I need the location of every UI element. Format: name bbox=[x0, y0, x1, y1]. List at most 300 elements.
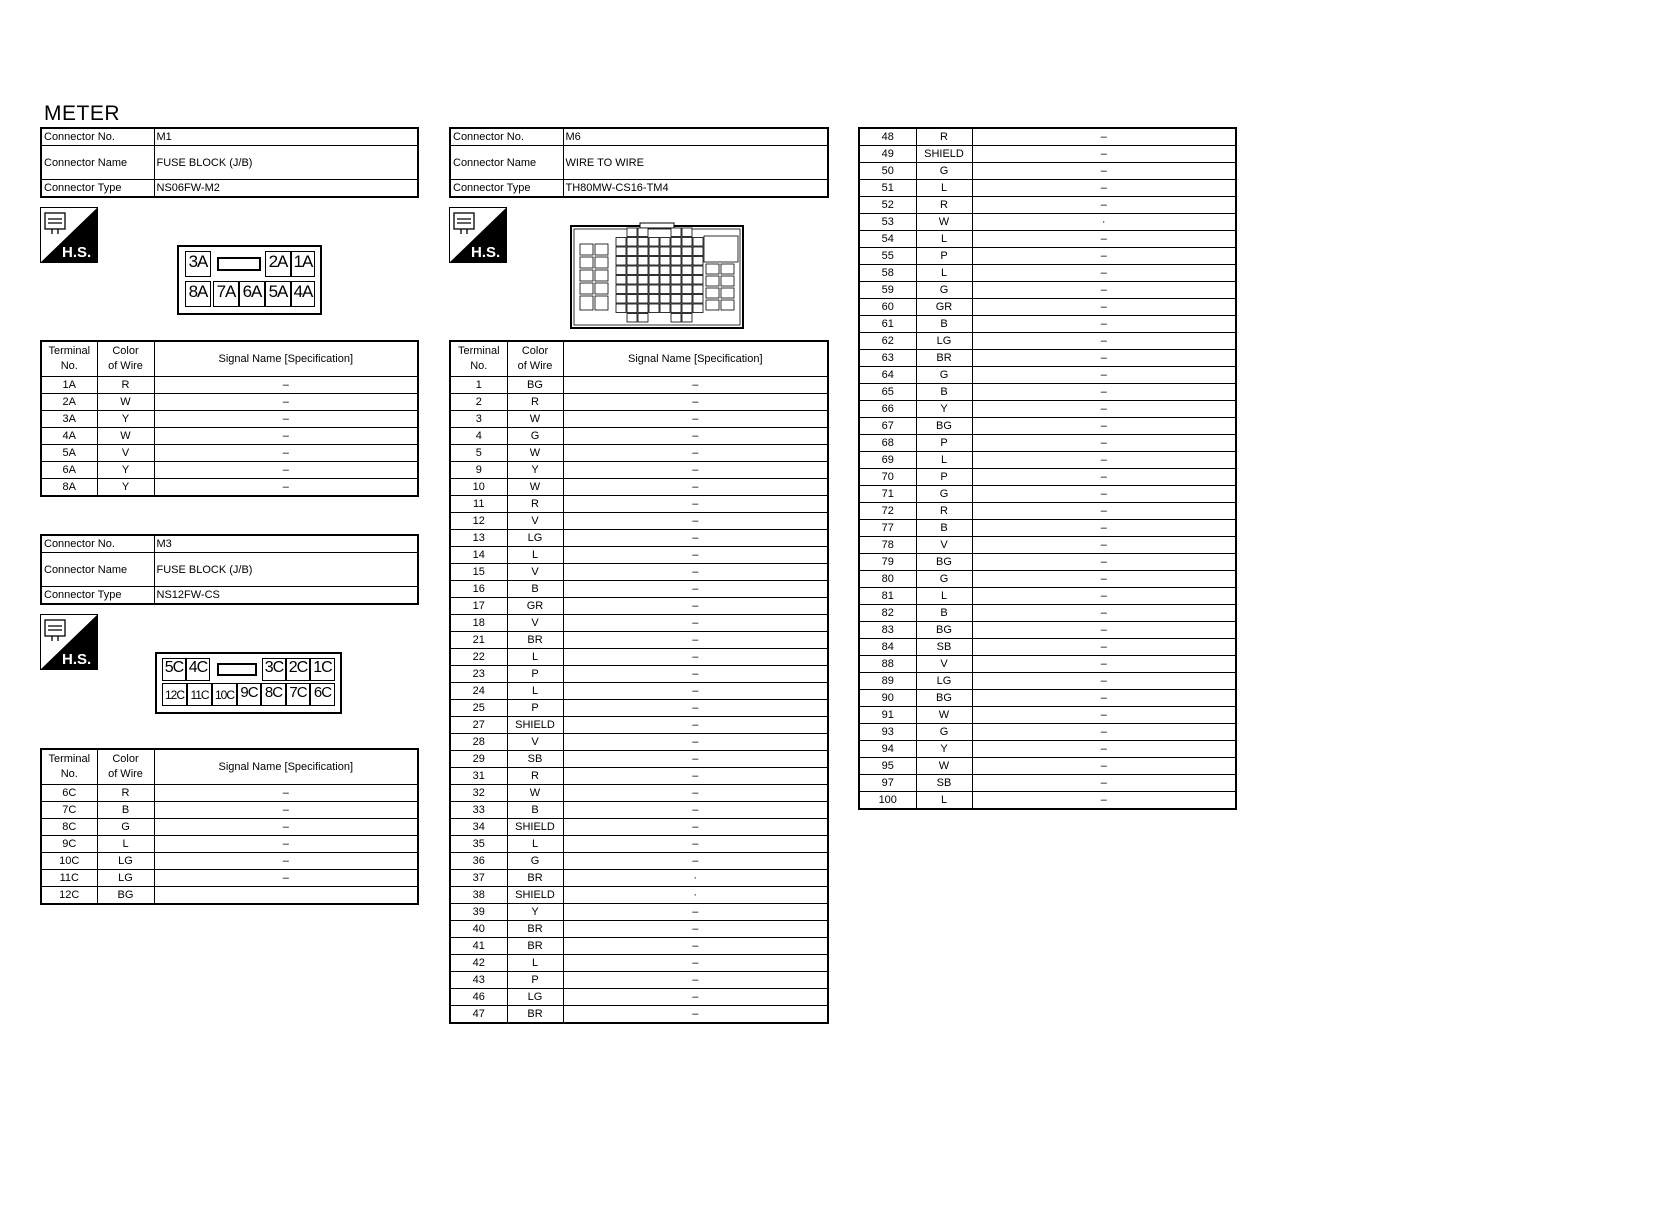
terminal-no-cell: 17 bbox=[450, 598, 507, 615]
signal-name-cell: – bbox=[154, 445, 418, 462]
signal-header: Signal Name [Specification] bbox=[563, 341, 828, 377]
table-row bbox=[859, 537, 1236, 554]
m6-cavity bbox=[682, 285, 692, 294]
wire-color-cell: L bbox=[916, 588, 972, 605]
table-row bbox=[859, 571, 1236, 588]
table-row bbox=[450, 479, 828, 496]
wire-color-cell: SHIELD bbox=[507, 717, 563, 734]
signal-name-cell: – bbox=[972, 673, 1236, 690]
terminal-no-cell: 31 bbox=[450, 768, 507, 785]
terminal-no-cell: 43 bbox=[450, 972, 507, 989]
table-row bbox=[859, 128, 1236, 146]
wire-color-cell: B bbox=[507, 581, 563, 598]
m6-cavity bbox=[693, 304, 703, 313]
m6-cavity bbox=[649, 295, 659, 304]
signal-name-cell: – bbox=[972, 316, 1236, 333]
m6-cavity bbox=[649, 247, 659, 256]
m6-cavity bbox=[595, 283, 608, 294]
wire-color-cell: LG bbox=[507, 530, 563, 547]
signal-name-cell: – bbox=[972, 333, 1236, 350]
m6-cavity bbox=[649, 238, 659, 247]
terminal-no-cell: 11 bbox=[450, 496, 507, 513]
color-header: Color of Wire bbox=[97, 341, 154, 377]
m6-cavity bbox=[671, 238, 681, 247]
terminal-header: Terminal No. bbox=[450, 341, 507, 377]
m3-cavity: 8C bbox=[261, 683, 286, 706]
signal-name-cell: – bbox=[972, 486, 1236, 503]
wire-color-cell: L bbox=[507, 836, 563, 853]
signal-name-cell: – bbox=[972, 724, 1236, 741]
terminal-no-cell: 70 bbox=[859, 469, 916, 486]
signal-name-cell: – bbox=[154, 819, 418, 836]
signal-name-cell: – bbox=[972, 435, 1236, 452]
m6-cavity bbox=[704, 236, 738, 262]
table-row bbox=[450, 785, 828, 802]
m6-cavity bbox=[671, 247, 681, 256]
table-row bbox=[859, 622, 1236, 639]
signal-name-cell: – bbox=[563, 530, 828, 547]
signal-name-cell: – bbox=[563, 802, 828, 819]
wire-color-cell: B bbox=[916, 384, 972, 401]
signal-name-cell: – bbox=[154, 853, 418, 870]
table-row bbox=[859, 180, 1236, 197]
signal-name-cell: – bbox=[972, 571, 1236, 588]
m1-cavity: 3A bbox=[185, 251, 211, 277]
signal-name-cell: – bbox=[563, 972, 828, 989]
wire-color-cell: LG bbox=[916, 333, 972, 350]
signal-name-cell: – bbox=[972, 146, 1236, 163]
table-row bbox=[450, 938, 828, 955]
m6-cavity bbox=[693, 247, 703, 256]
m3-connector-face bbox=[155, 652, 342, 714]
signal-name-cell: – bbox=[972, 384, 1236, 401]
terminal-no-cell: 22 bbox=[450, 649, 507, 666]
m6-cavity bbox=[616, 238, 626, 247]
m6-cavity bbox=[682, 276, 692, 285]
signal-name-cell: – bbox=[972, 418, 1236, 435]
m6-cavity bbox=[693, 285, 703, 294]
wire-color-cell: R bbox=[916, 128, 972, 146]
table-row bbox=[859, 775, 1236, 792]
signal-name-cell: – bbox=[563, 496, 828, 513]
m6-cavity bbox=[682, 257, 692, 266]
signal-name-cell: – bbox=[154, 785, 418, 802]
terminal-no-cell: 40 bbox=[450, 921, 507, 938]
m6-cavity bbox=[627, 228, 637, 237]
m6-cavity bbox=[682, 295, 692, 304]
wire-color-cell: LG bbox=[507, 989, 563, 1006]
table-row bbox=[41, 411, 418, 428]
wire-color-cell: BR bbox=[916, 350, 972, 367]
wire-color-cell: G bbox=[916, 367, 972, 384]
m6-cavity bbox=[580, 244, 593, 255]
wire-color-cell: W bbox=[507, 411, 563, 428]
m6-cavity bbox=[706, 264, 719, 274]
terminal-no-cell: 90 bbox=[859, 690, 916, 707]
terminal-no-cell: 63 bbox=[859, 350, 916, 367]
signal-name-cell: · bbox=[563, 870, 828, 887]
wire-color-cell: SB bbox=[507, 751, 563, 768]
terminal-no-cell: 42 bbox=[450, 955, 507, 972]
m3-connector-type-label: Connector Type bbox=[41, 587, 154, 605]
wire-color-cell: P bbox=[916, 435, 972, 452]
wire-color-cell: SHIELD bbox=[507, 819, 563, 836]
table-row bbox=[450, 513, 828, 530]
m6-cavity bbox=[627, 257, 637, 266]
terminal-header: Terminal No. bbox=[41, 341, 97, 377]
table-row bbox=[450, 887, 828, 904]
table-row bbox=[41, 462, 418, 479]
m6-cavity bbox=[671, 276, 681, 285]
terminal-no-cell: 53 bbox=[859, 214, 916, 231]
m6-cavity bbox=[638, 295, 648, 304]
terminal-no-cell: 48 bbox=[859, 128, 916, 146]
signal-name-cell: – bbox=[563, 751, 828, 768]
terminal-no-cell: 51 bbox=[859, 180, 916, 197]
terminal-no-cell: 21 bbox=[450, 632, 507, 649]
signal-name-cell: – bbox=[972, 554, 1236, 571]
wire-color-cell: W bbox=[916, 214, 972, 231]
wire-color-cell: L bbox=[916, 231, 972, 248]
terminal-no-cell: 39 bbox=[450, 904, 507, 921]
terminal-no-cell: 66 bbox=[859, 401, 916, 418]
table-row bbox=[859, 554, 1236, 571]
m6-connector-type-label: Connector Type bbox=[450, 180, 563, 198]
m6-cavity bbox=[627, 295, 637, 304]
signal-name-cell: – bbox=[563, 377, 828, 394]
m6-cavity bbox=[660, 295, 670, 304]
terminal-no-cell: 29 bbox=[450, 751, 507, 768]
wire-color-cell: BR bbox=[507, 870, 563, 887]
terminal-no-cell: 24 bbox=[450, 683, 507, 700]
m3-cavity: 9C bbox=[237, 683, 261, 706]
m1-cavity: 4A bbox=[291, 281, 315, 307]
m6-cavity bbox=[649, 266, 659, 275]
wire-color-cell: R bbox=[916, 503, 972, 520]
m6-cavity bbox=[660, 257, 670, 266]
terminal-no-cell: 52 bbox=[859, 197, 916, 214]
terminal-no-cell: 64 bbox=[859, 367, 916, 384]
table-row bbox=[859, 503, 1236, 520]
terminal-no-cell: 97 bbox=[859, 775, 916, 792]
wire-color-cell: G bbox=[916, 486, 972, 503]
table-row bbox=[450, 972, 828, 989]
terminal-no-cell: 72 bbox=[859, 503, 916, 520]
signal-name-cell: · bbox=[563, 887, 828, 904]
table-row bbox=[450, 955, 828, 972]
m6-connector-face bbox=[570, 222, 744, 330]
table-row bbox=[450, 734, 828, 751]
m6-cavity bbox=[627, 304, 637, 313]
terminal-no-cell: 34 bbox=[450, 819, 507, 836]
m6-cavity bbox=[671, 295, 681, 304]
terminal-no-cell: 71 bbox=[859, 486, 916, 503]
signal-name-cell: – bbox=[563, 615, 828, 632]
signal-name-cell: – bbox=[972, 656, 1236, 673]
terminal-no-cell: 35 bbox=[450, 836, 507, 853]
m6-cavity bbox=[660, 285, 670, 294]
m6-cavity bbox=[706, 300, 719, 310]
signal-name-cell: – bbox=[563, 734, 828, 751]
signal-name-cell: – bbox=[563, 581, 828, 598]
wire-color-cell: P bbox=[507, 666, 563, 683]
signal-name-cell: – bbox=[563, 938, 828, 955]
terminal-no-cell: 58 bbox=[859, 265, 916, 282]
m1-cavity: 1A bbox=[291, 251, 315, 277]
wire-color-cell: L bbox=[916, 180, 972, 197]
wire-color-cell: L bbox=[507, 649, 563, 666]
signal-name-cell: – bbox=[972, 231, 1236, 248]
terminal-no-cell: 94 bbox=[859, 741, 916, 758]
m6-cavity bbox=[580, 296, 593, 310]
wire-color-cell: W bbox=[97, 394, 154, 411]
m6-cavity bbox=[627, 314, 637, 323]
signal-name-cell: – bbox=[154, 870, 418, 887]
signal-name-cell: – bbox=[563, 717, 828, 734]
wire-color-cell: P bbox=[507, 972, 563, 989]
terminal-no-cell: 4 bbox=[450, 428, 507, 445]
terminal-no-cell: 6C bbox=[41, 785, 97, 802]
signal-name-cell: – bbox=[563, 785, 828, 802]
m6-cavity bbox=[660, 247, 670, 256]
table-row bbox=[41, 802, 418, 819]
signal-name-cell: – bbox=[563, 853, 828, 870]
terminal-no-cell: 83 bbox=[859, 622, 916, 639]
wire-color-cell: BG bbox=[916, 554, 972, 571]
terminal-no-cell: 47 bbox=[450, 1006, 507, 1024]
terminal-no-cell: 67 bbox=[859, 418, 916, 435]
signal-name-cell: – bbox=[563, 955, 828, 972]
wire-color-cell: P bbox=[507, 700, 563, 717]
wire-color-cell: BG bbox=[916, 418, 972, 435]
terminal-no-cell: 33 bbox=[450, 802, 507, 819]
svg-text:H.S.: H.S. bbox=[62, 244, 92, 261]
terminal-no-cell: 18 bbox=[450, 615, 507, 632]
terminal-no-cell: 2 bbox=[450, 394, 507, 411]
wire-color-cell: R bbox=[507, 768, 563, 785]
signal-name-cell: – bbox=[972, 128, 1236, 146]
table-row bbox=[859, 707, 1236, 724]
signal-name-cell: – bbox=[563, 411, 828, 428]
terminal-no-cell: 80 bbox=[859, 571, 916, 588]
wire-color-cell: V bbox=[507, 615, 563, 632]
terminal-no-cell: 8C bbox=[41, 819, 97, 836]
terminal-no-cell: 59 bbox=[859, 282, 916, 299]
signal-name-cell: – bbox=[563, 700, 828, 717]
table-row bbox=[859, 469, 1236, 486]
m3-cavity: 4C bbox=[186, 658, 210, 681]
signal-name-cell: – bbox=[563, 547, 828, 564]
m6-cavity bbox=[649, 276, 659, 285]
wire-color-cell: BG bbox=[97, 887, 154, 905]
signal-name-cell: – bbox=[563, 921, 828, 938]
m6-cavity bbox=[580, 283, 593, 294]
wire-color-cell: W bbox=[916, 758, 972, 775]
m3-cavity: 1C bbox=[310, 658, 335, 681]
signal-name-cell: – bbox=[563, 1006, 828, 1024]
m6-cavity bbox=[721, 276, 734, 286]
signal-name-cell: – bbox=[972, 588, 1236, 605]
signal-name-cell: – bbox=[154, 394, 418, 411]
signal-name-cell: – bbox=[563, 479, 828, 496]
wire-color-cell: G bbox=[507, 428, 563, 445]
m6-cavity bbox=[671, 285, 681, 294]
table-row bbox=[859, 316, 1236, 333]
terminal-no-cell: 2A bbox=[41, 394, 97, 411]
m6-cavity bbox=[693, 257, 703, 266]
table-row bbox=[450, 530, 828, 547]
signal-name-cell: – bbox=[972, 265, 1236, 282]
table-row bbox=[859, 333, 1236, 350]
wire-color-cell: W bbox=[507, 479, 563, 496]
wire-color-cell: Y bbox=[507, 904, 563, 921]
terminal-no-cell: 68 bbox=[859, 435, 916, 452]
terminal-no-cell: 3A bbox=[41, 411, 97, 428]
table-row bbox=[450, 989, 828, 1006]
signal-name-cell: – bbox=[972, 622, 1236, 639]
terminal-no-cell: 46 bbox=[450, 989, 507, 1006]
m6-connector-type: TH80MW-CS16-TM4 bbox=[563, 180, 828, 198]
m3-cavity: 12C bbox=[162, 683, 187, 706]
table-row bbox=[859, 741, 1236, 758]
m6-connector-no: M6 bbox=[563, 128, 828, 146]
m6-cavity bbox=[595, 296, 608, 310]
signal-name-cell: – bbox=[154, 836, 418, 853]
wire-color-cell: W bbox=[507, 785, 563, 802]
wire-color-cell: P bbox=[916, 248, 972, 265]
m6-cavity bbox=[638, 266, 648, 275]
wire-color-cell: P bbox=[916, 469, 972, 486]
m6-cavity bbox=[627, 266, 637, 275]
m6-cavity bbox=[706, 288, 719, 298]
m3-latch bbox=[217, 663, 257, 676]
terminal-no-cell: 88 bbox=[859, 656, 916, 673]
table-row bbox=[859, 265, 1236, 282]
table-row bbox=[450, 819, 828, 836]
m3-terminal-table bbox=[40, 748, 419, 905]
m6-cavity bbox=[671, 228, 681, 237]
svg-text:H.S.: H.S. bbox=[471, 244, 501, 261]
hs-connector-icon bbox=[40, 614, 98, 670]
wire-color-cell: R bbox=[507, 394, 563, 411]
m6-cavity bbox=[580, 270, 593, 281]
terminal-no-cell: 77 bbox=[859, 520, 916, 537]
wire-color-cell: SHIELD bbox=[507, 887, 563, 904]
signal-name-cell: – bbox=[563, 513, 828, 530]
m3-connector-type: NS12FW-CS bbox=[154, 587, 418, 605]
table-row bbox=[859, 656, 1236, 673]
wire-color-cell: GR bbox=[916, 299, 972, 316]
wire-color-cell: BG bbox=[507, 377, 563, 394]
table-row bbox=[859, 214, 1236, 231]
signal-name-cell: – bbox=[563, 649, 828, 666]
m6-terminal-table-continued bbox=[858, 127, 1237, 810]
table-row bbox=[41, 785, 418, 802]
terminal-no-cell: 81 bbox=[859, 588, 916, 605]
table-row bbox=[450, 751, 828, 768]
terminal-no-cell: 1A bbox=[41, 377, 97, 394]
table-row bbox=[450, 428, 828, 445]
terminal-no-cell: 12 bbox=[450, 513, 507, 530]
terminal-no-cell: 16 bbox=[450, 581, 507, 598]
table-row bbox=[41, 394, 418, 411]
m1-connector-type: NS06FW-M2 bbox=[154, 180, 418, 198]
table-row bbox=[859, 435, 1236, 452]
signal-name-cell: – bbox=[972, 452, 1236, 469]
table-row bbox=[450, 853, 828, 870]
m6-cavity bbox=[580, 257, 593, 268]
m6-cavity bbox=[638, 247, 648, 256]
table-row bbox=[450, 411, 828, 428]
wire-color-cell: V bbox=[507, 564, 563, 581]
m6-cavity bbox=[671, 304, 681, 313]
table-row bbox=[450, 445, 828, 462]
table-row bbox=[859, 367, 1236, 384]
m6-cavity bbox=[627, 238, 637, 247]
wire-color-cell: L bbox=[97, 836, 154, 853]
signal-name-cell: – bbox=[563, 394, 828, 411]
signal-name-cell: – bbox=[154, 428, 418, 445]
m3-info-table bbox=[40, 534, 419, 605]
signal-name-cell: – bbox=[972, 469, 1236, 486]
terminal-no-cell: 27 bbox=[450, 717, 507, 734]
m3-cavity: 11C bbox=[187, 683, 212, 706]
m6-cavity bbox=[693, 276, 703, 285]
wire-color-cell: LG bbox=[97, 870, 154, 887]
m6-cavity bbox=[682, 247, 692, 256]
table-row bbox=[41, 887, 418, 905]
signal-name-cell: – bbox=[972, 248, 1236, 265]
wire-color-cell: LG bbox=[916, 673, 972, 690]
table-row bbox=[450, 615, 828, 632]
table-row bbox=[859, 282, 1236, 299]
signal-name-cell: – bbox=[154, 377, 418, 394]
page-title: METER bbox=[44, 102, 120, 125]
color-header: Color of Wire bbox=[507, 341, 563, 377]
table-row bbox=[41, 819, 418, 836]
signal-name-cell: – bbox=[972, 197, 1236, 214]
table-row bbox=[450, 547, 828, 564]
m6-cavity bbox=[721, 264, 734, 274]
signal-name-cell: – bbox=[563, 632, 828, 649]
m3-connector-no: M3 bbox=[154, 535, 418, 553]
svg-text:H.S.: H.S. bbox=[62, 651, 92, 668]
table-row bbox=[450, 683, 828, 700]
m3-cavity: 6C bbox=[310, 683, 335, 706]
m6-cavity bbox=[721, 288, 734, 298]
m6-cavity bbox=[671, 266, 681, 275]
m6-cavity bbox=[660, 276, 670, 285]
m3-cavity: 2C bbox=[286, 658, 310, 681]
terminal-no-cell: 91 bbox=[859, 707, 916, 724]
terminal-no-cell: 36 bbox=[450, 853, 507, 870]
m3-connector-name-label: Connector Name bbox=[41, 553, 154, 587]
wire-color-cell: B bbox=[507, 802, 563, 819]
terminal-no-cell: 11C bbox=[41, 870, 97, 887]
hs-connector-icon bbox=[449, 207, 507, 263]
signal-name-cell: – bbox=[972, 792, 1236, 810]
table-row bbox=[859, 146, 1236, 163]
m6-cavity bbox=[595, 270, 608, 281]
m3-cavity: 7C bbox=[286, 683, 310, 706]
signal-header: Signal Name [Specification] bbox=[154, 749, 418, 785]
signal-name-cell: – bbox=[972, 180, 1236, 197]
wire-color-cell: B bbox=[916, 605, 972, 622]
signal-name-cell: – bbox=[972, 707, 1236, 724]
m6-connector-no-label: Connector No. bbox=[450, 128, 563, 146]
table-row bbox=[41, 428, 418, 445]
wire-color-cell: Y bbox=[97, 479, 154, 497]
